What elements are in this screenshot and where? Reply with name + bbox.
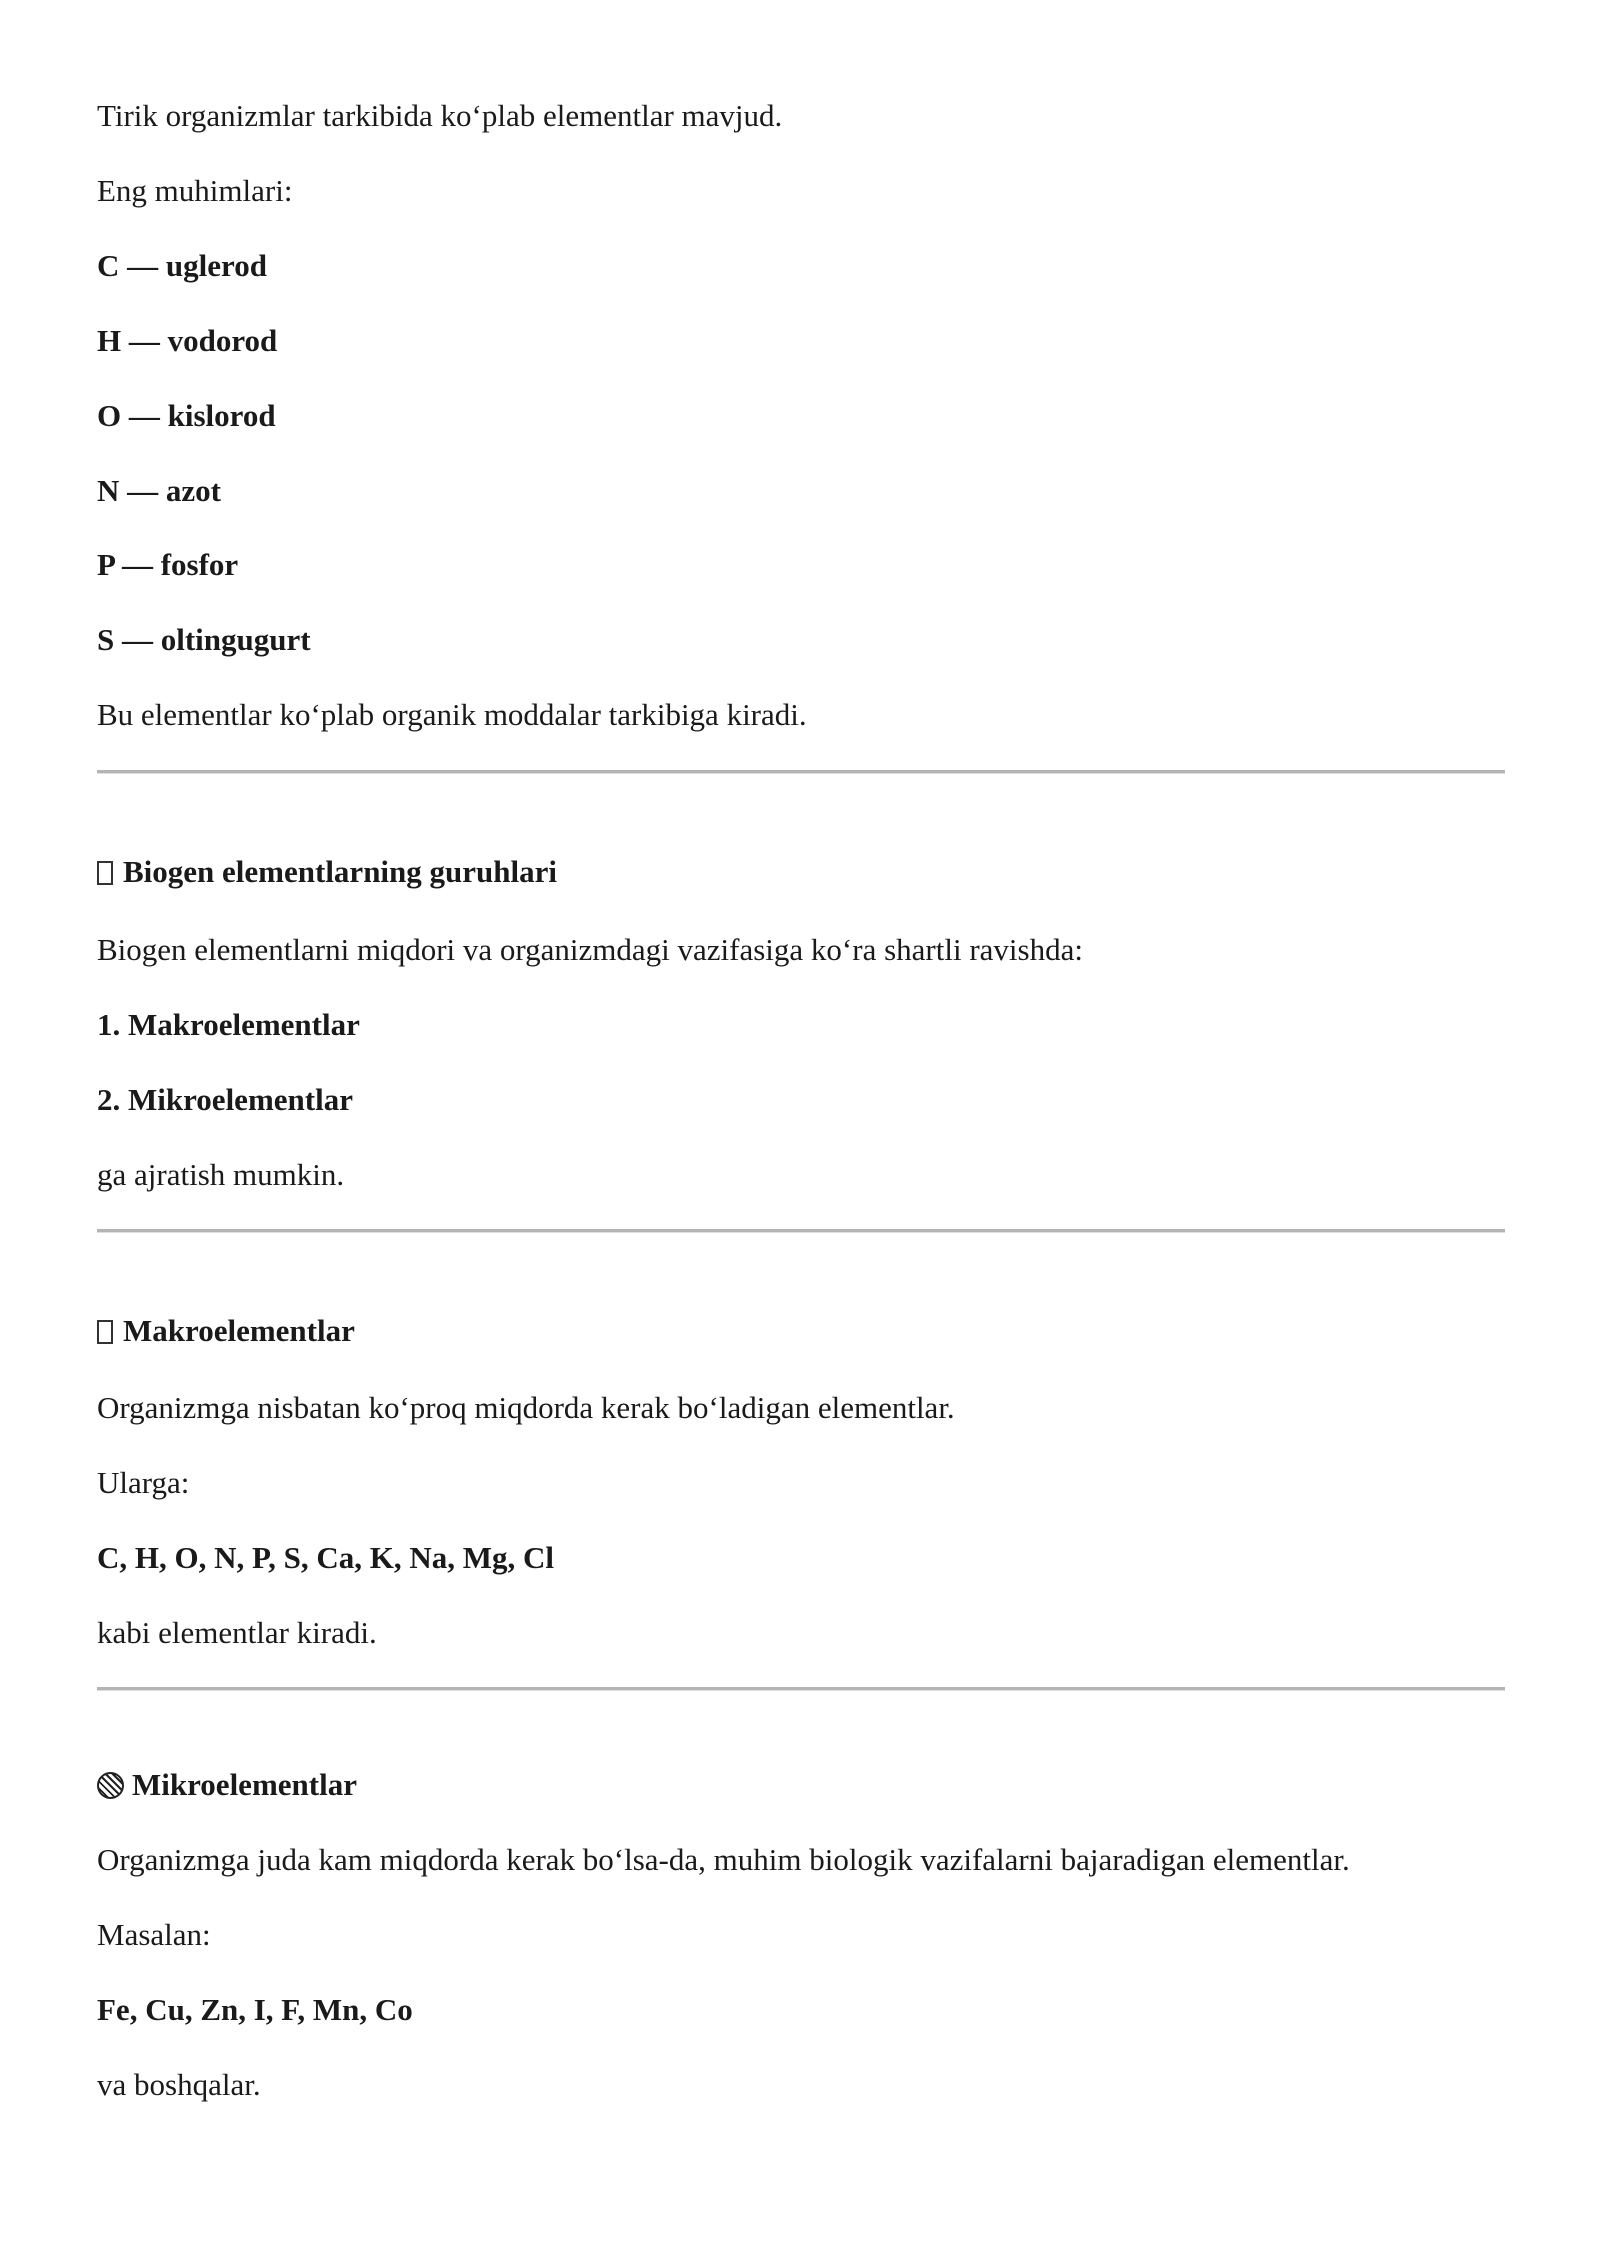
groups-item-micro: 2. Mikroelementlar [97, 1082, 353, 1117]
element-item-nitrogen: N — azot [97, 473, 221, 508]
micro-element-list: Fe, Cu, Zn, I, F, Mn, Co [97, 1992, 413, 2027]
hatched-circle-icon [97, 1772, 124, 1799]
micro-closing: va boshqalar. [97, 2067, 261, 2102]
section-divider [97, 770, 1505, 774]
macro-description: Organizmga nisbatan ko‘proq miqdorda kerak bo‘ladigan elementlar. [97, 1390, 955, 1425]
element-item-carbon: C — uglerod [97, 248, 267, 283]
macro-heading [97, 1311, 355, 1351]
micro-heading [97, 1765, 357, 1805]
section-divider [97, 1687, 1505, 1691]
intro-line: Tirik organizmlar tarkibida ko‘plab elementlar mavjud. [97, 98, 783, 133]
macro-element-list: C, H, O, N, P, S, Ca, K, Na, Mg, Cl [97, 1540, 554, 1575]
groups-description: Biogen elementlarni miqdori va organizmdagi vazifasiga ko‘ra shartli ravishda: [97, 932, 1083, 967]
element-item-oxygen: O — kislorod [97, 398, 276, 433]
groups-heading-text: Biogen elementlarning guruhlari [123, 854, 557, 889]
macro-closing: kabi elementlar kiradi. [97, 1615, 377, 1650]
intro-lead: Eng muhimlari: [97, 173, 293, 208]
element-item-hydrogen: H — vodorod [97, 323, 278, 358]
micro-heading-text: Mikroelementlar [132, 1767, 357, 1802]
groups-closing: ga ajratish mumkin. [97, 1157, 345, 1192]
macro-heading-text: Makroelementlar [123, 1313, 355, 1348]
micro-lead: Masalan: [97, 1917, 211, 1952]
intro-closing: Bu elementlar ko‘plab organik moddalar tarkibiga kiradi. [97, 697, 807, 732]
element-item-phosphorus: P — fosfor [97, 547, 239, 582]
missing-glyph-icon [97, 1320, 113, 1344]
missing-glyph-icon [97, 861, 113, 885]
macro-lead: Ularga: [97, 1465, 190, 1500]
groups-heading [97, 852, 557, 892]
micro-description: Organizmga juda kam miqdorda kerak bo‘lsa-da, muhim biologik vazifalarni bajaradigan elementlar. [97, 1842, 1350, 1877]
section-divider [97, 1229, 1505, 1233]
element-item-sulfur: S — oltingugurt [97, 622, 311, 657]
groups-item-macro: 1. Makroelementlar [97, 1007, 360, 1042]
